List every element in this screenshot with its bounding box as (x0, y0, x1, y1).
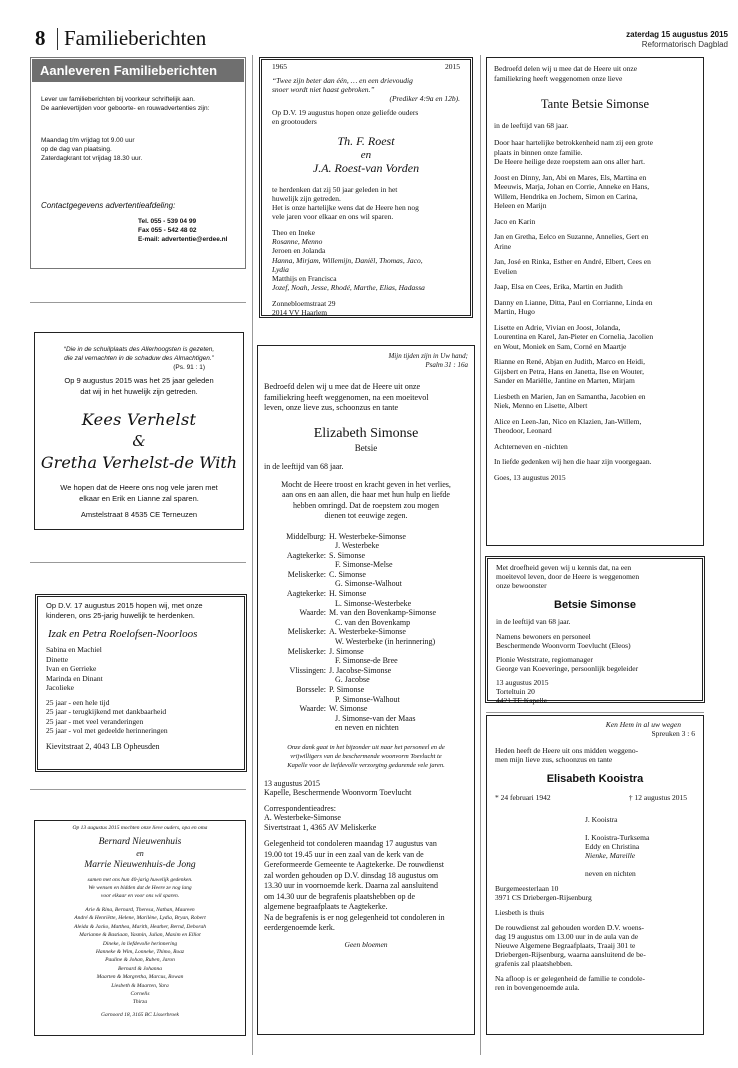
family-line: Jan en Gretha, Eelco en Suzanne, Annelies, Gert en (494, 232, 649, 241)
intro: Op D.V. 17 augustus 2015 hopen wij, met onze (46, 601, 203, 610)
text: vele jaren voor elkaar en ons wil sparen. (272, 212, 394, 221)
intro: leven, onze lieve zus, schoonzus en tante (264, 403, 399, 412)
name-connector: en (136, 849, 144, 858)
family-line: Lourentina en Karel, Jan-Pieter en Cornelia, Jacolien (494, 332, 654, 341)
family-line: André & Henriëtte, Helene, Marilène, Lydia, Bryan, Robert (74, 915, 206, 922)
relative-name: L. Simonse-Westerbeke (335, 598, 412, 608)
correspondence: Correspondentieadres: (264, 803, 336, 813)
relatives-list (264, 532, 468, 733)
child: Jacolieke (46, 683, 74, 692)
relative-name: W. Westerbeke (in herinnering) (335, 637, 436, 647)
family-line: Jozef, Noah, Jesse, Rhodé, Marthe, Elias, Hadassa (272, 283, 425, 293)
relative-row (264, 532, 468, 542)
relative-row (264, 675, 468, 685)
family-line: Hanneke & Wim, Lonneke, Thimo, Roaz (95, 949, 185, 956)
relative-place (264, 656, 329, 666)
family-line: Jaco en Karin (494, 216, 536, 226)
family-group (494, 417, 696, 436)
couple-names: Izak en Petra Roelofsen-Noorloos (48, 628, 198, 640)
contact-label: Contactgegevens advertentieafdeling: (41, 201, 176, 210)
place-date: Kapelle, Beschermende Woonvorm Toevlucht (264, 788, 412, 798)
correspondence: Sivertstraat 1, 4365 AV Meliskerke (264, 822, 377, 832)
relative-row (264, 541, 468, 551)
relative-row (264, 685, 468, 695)
relative-place: Aagtekerke: (286, 550, 326, 560)
relative-row (264, 551, 468, 561)
intro: men mijn lieve zus, schoonzus en tante (495, 755, 613, 764)
family-line: Jan, José en Rinka, Esther en André, Elbert, Cees en (494, 257, 651, 266)
relative-place: Waarde: (299, 704, 326, 714)
family-line: Alice en Leen-Jan, Nico en Klazien, Jan-Willem, (494, 416, 642, 426)
relative-place (264, 637, 329, 647)
relative-row (264, 560, 468, 570)
relative-place (264, 714, 329, 724)
relative-name: A. Westerbeke-Simonse (329, 627, 406, 637)
obituary-toevlucht (485, 556, 705, 703)
relative-place: Middelburg: (286, 531, 326, 541)
funeral-info: Gelegenheid tot condoleren maandag 17 augustus van (264, 839, 437, 849)
relative-place (264, 560, 329, 570)
family-group (494, 257, 696, 276)
family-group (494, 298, 696, 317)
relative-row (264, 695, 468, 705)
family-line: Jaap, Elsa en Cees, Erika, Martin en Judith (494, 282, 623, 291)
funeral-info: Nieuwe Algemene Begraafplaats, Traaij 301 te (495, 941, 636, 950)
anniversary-verhelst (34, 332, 244, 530)
family-line: Liesbeth en Marien, Jan en Samantha, Jacobien en (494, 391, 646, 401)
address: Kievitstraat 2, 4043 LB Opheusden (46, 741, 160, 751)
relative-row (264, 589, 468, 599)
submission-text: Lever uw familieberichten bij voorkeur schriftelijk aan. (41, 96, 195, 103)
home-note: Liesbeth is thuis (495, 908, 545, 917)
intro: Op 13 augustus 2015 mochten onze lieve ouders, opa en oma (72, 825, 208, 831)
couple-name-2: Gretha Verhelst-de With (40, 453, 238, 472)
quote: snoer wordt niet haast gebroken.” (272, 85, 375, 94)
wish: aan ons en aan allen, die haar met hun hulp en liefde (282, 490, 450, 499)
child: Dinette (46, 654, 69, 664)
contact-email[interactable]: E-mail: advertentie@erdee.nl (138, 236, 228, 243)
relative-place (264, 675, 329, 685)
relative-name: J. Simonse-van der Maas (335, 713, 416, 723)
header-date: zaterdag 15 augustus 2015 (626, 30, 728, 39)
intro: Heden heeft de Heere uit ons midden weggeno- (495, 746, 639, 755)
address: 3971 CS Driebergen-Rijsenburg (495, 893, 592, 902)
child: Sabina en Machiel (46, 645, 102, 654)
relative-place: Waarde: (299, 608, 326, 618)
relative-row (264, 704, 468, 714)
age: in de leeftijd van 68 jaar. (496, 617, 571, 626)
family-line: neven en nichten (585, 869, 636, 878)
nickname: Betsie (354, 442, 378, 453)
relative-name: H. Westerbeke-Simonse (329, 531, 406, 541)
family-line: Heleen en Marijn (494, 201, 547, 210)
quote: “Twee zijn beter dan één, … en een drievoudig (272, 76, 413, 85)
submission-title: Aanleveren Familieberichten (32, 59, 244, 82)
family-line: Niek, Menno en Lisette, Albert (494, 401, 588, 410)
family-line: en Wout, Moniek en Sam, Corné en Maartje (494, 341, 627, 351)
section-title: Familieberichten (64, 26, 207, 50)
relative-name: P. Simonse (329, 685, 365, 694)
condolence-info: ren in bovengenoemde aula. (495, 983, 580, 992)
family-line: Goes, 13 augustus 2015 (494, 472, 566, 482)
family-line: J. Kooistra (585, 815, 618, 824)
intro: familiekring heeft weggenomen onze lieve (494, 73, 623, 83)
place-date: 13 augustus 2015 (264, 778, 320, 788)
relative-place: Meliskerke: (287, 569, 326, 579)
family-line: Matthijs en Francisca (272, 274, 337, 284)
deceased-name: Elizabeth Simonse (313, 425, 419, 441)
funeral-info: dag 19 augustus om 13.00 uur in de aula van de (495, 932, 639, 941)
thanks: vrijwilligers van de beschermende woonvorm Toevlucht te (290, 752, 442, 760)
intro: en grootouders (272, 117, 317, 126)
contact-phone: Tel. 055 - 539 04 99 (138, 218, 197, 225)
page-number: 8 (35, 26, 46, 50)
family-line: Arine (494, 241, 512, 251)
intro: Bedroefd delen wij u mee dat de Heere uit onze (264, 382, 421, 391)
relative-place: Vlissingen: (289, 665, 326, 675)
year-line: 25 jaar - met veel veranderingen (46, 716, 144, 726)
deceased-name: Tante Betsie Simonse (540, 97, 650, 111)
family-line: Meeuwis, Marja, Johan en Corrie, Anneke en Hans, (494, 182, 650, 191)
couple-name-1: Kees Verhelst (81, 410, 197, 429)
year-end: 2015 (445, 62, 460, 71)
column-divider (480, 55, 481, 1055)
family-line: Aleida & Jacko, Matthea, Marith, Heather, Bernd, Deborah (74, 923, 206, 930)
relative-row (264, 723, 468, 733)
family-line: Marianne & Bastiaan, Yasmin, Julian, Maxim en Elliot (79, 932, 201, 939)
funeral-info: eerdergenoemde kerk. (264, 923, 335, 933)
family-line: Cornelis (130, 991, 150, 998)
thanks: Onze dank gaat in het bijzonder uit naar het personeel en de (287, 743, 445, 751)
text: te herdenken dat zij 50 jaar geleden in het (272, 185, 398, 194)
obituary-tante-betsie (486, 57, 704, 546)
family-line: Lydia (272, 264, 289, 274)
funeral-info: Gereformeerde Gemeente te Aagtekerke. De rouwdienst (264, 860, 444, 870)
family-line: Maarten & Margretha, Marcus, Rowan (96, 974, 184, 981)
funeral-info: grafenis zal plaatshebben. (495, 959, 573, 968)
funeral-info: De rouwdienst zal gehouden worden D.V. woens- (495, 923, 644, 932)
family-line: Liesbeth & Maarten, Yara (111, 982, 169, 989)
anniversary-roest (259, 57, 473, 318)
contact-fax: Fax 055 - 542 48 02 (138, 227, 197, 234)
submission-text: De aanlevertijden voor geboorte- en rouwadvertenties zijn: (41, 105, 210, 112)
text: plaats in binnen onze familie. (494, 147, 583, 157)
intro: Met droefheid geven wij u kennis dat, na een (496, 563, 632, 572)
age: in de leeftijd van 68 jaar. (494, 121, 569, 130)
family-group (494, 442, 696, 452)
funeral-info: zal worden gehouden op D.V. dinsdag 18 augustus om (264, 870, 439, 880)
funeral-info: 13.30 uur in voornoemde kerk. Daarna zal aansluitend (264, 881, 438, 891)
quote: Ken Hem in al uw wegen (605, 720, 681, 729)
funeral-info: Driebergen-Rijsenburg, waarna aansluitend de be- (495, 950, 646, 959)
submission-time: Zaterdagkrant tot vrijdag 18.30 uur. (41, 155, 143, 162)
relative-place: Aagtekerke: (286, 589, 326, 599)
family-line: Pauline & Johan, Ruben, Jaron (105, 957, 175, 964)
signature: George van Koeveringe, persoonlijk begeleider (496, 664, 639, 673)
family-line: I. Kooistra-Turksema (585, 833, 650, 842)
separator (30, 562, 246, 563)
relative-name: S. Simonse (329, 550, 366, 560)
relative-name: J. Jacobse-Simonse (329, 665, 392, 675)
relative-row (264, 666, 468, 676)
address: Torteltuin 20 (496, 687, 535, 696)
relative-name: P. Simonse-Walhout (335, 694, 400, 704)
relative-row (264, 608, 468, 618)
anniversary-nieuwenhuis (34, 820, 246, 1036)
submission-time: Maandag t/m vrijdag tot 9.00 uur (41, 137, 135, 144)
family-line: Theo en Ineke (272, 228, 315, 237)
ampersand: & (132, 432, 146, 450)
relative-name: F. Simonse-Melse (335, 560, 393, 570)
address: 2014 VV Haarlem (272, 308, 328, 318)
child: Marinda en Dinant (46, 673, 103, 683)
text: Door haar hartelijke betrokkenheid nam zij een grote (494, 138, 653, 147)
relative-place (264, 541, 329, 551)
text: We wensen en bidden dat de Heere ze nog lang (88, 885, 192, 891)
family-line: Achterneven en -nichten (494, 441, 568, 451)
relative-place: Borssele: (296, 685, 326, 694)
obituary-kooistra (486, 715, 704, 1035)
funeral-info: om 14.30 uur de begrafenis plaatshebben op de (264, 891, 416, 901)
family-line: Rianne en René, Abjan en Judith, Marco en Heidi, (494, 357, 646, 366)
family-line: Eddy en Christina (585, 842, 640, 851)
family-group (494, 217, 696, 227)
family-group (494, 323, 696, 352)
obituary-simonse (257, 345, 475, 1035)
quote-ref: (Ps. 91 : 1) (173, 364, 205, 371)
intro: Bedroefd delen wij u mee dat de Heere uit onze (494, 64, 638, 73)
header-paper: Reformatorisch Dagblad (641, 40, 728, 49)
family-line: Arie & Rina, Bernard, Theresa, Nathan, Maureen (85, 907, 195, 913)
deceased-name: Elisabeth Kooistra (546, 773, 644, 785)
family-group (494, 473, 696, 483)
wish: dienen tot eeuwige zegen. (324, 511, 408, 520)
death-date: † 12 augustus 2015 (628, 793, 687, 802)
name-1: Th. F. Roest (337, 134, 395, 148)
wish: elkaar en Erik en Lianne zal sparen. (79, 494, 199, 503)
child: Ivan en Gerrieke (46, 664, 97, 673)
submission-time: op de dag van plaatsing. (41, 146, 112, 153)
relative-name: en neven en nichten (335, 723, 399, 733)
family-group (494, 457, 696, 467)
wish: Mocht de Heere troost en kracht geven in het verlies, (281, 479, 451, 489)
address: Burgemeesterlaan 10 (495, 884, 559, 893)
family-line: Theodoor, Leonard (494, 426, 552, 435)
condolence-info: Na afloop is er gelegenheid de familie te condole- (495, 974, 645, 983)
year-line: 25 jaar - een hele tijd (46, 697, 110, 707)
family-line: Evelien (494, 266, 517, 276)
funeral-info: 19.00 tot 19.45 uur in een zaal van de kerk van de (264, 849, 424, 859)
intro: Op 9 augustus 2015 was het 25 jaar geleden (64, 376, 214, 385)
relative-name: M. van den Bovenkamp-Simonse (329, 608, 437, 618)
family-line: Joost en Dinny, Jan, Abi en Mares, Els, Martina en (494, 172, 647, 182)
quote: “Die in de schuilplaats des Allerhoogsten is gezeten, (63, 346, 215, 353)
relative-name: C. Simonse (329, 569, 366, 579)
name-2: Marrie Nieuwenhuis-de Jong (84, 860, 196, 870)
relative-name: J. Westerbeke (335, 541, 380, 551)
relative-name: F. Simonse-de Bree (335, 656, 398, 666)
family-group (494, 232, 696, 251)
separator (30, 789, 246, 790)
text: voor elkaar en voor ons wil sparen. (100, 893, 180, 899)
column-divider (252, 55, 253, 1055)
family-groups (494, 173, 696, 483)
family-line: Thirza (132, 999, 148, 1006)
header-divider (57, 28, 58, 50)
text: De Heere heilige deze roepstem aan ons aller hart. (494, 157, 645, 166)
family-line: Lisette en Adrie, Vivian en Joost, Jolanda, (494, 322, 621, 332)
family-line: Hanna, Mirjam, Willemijn, Daniël, Thomas, Jaco, (272, 255, 423, 265)
age: in de leeftijd van 68 jaar. (264, 461, 344, 471)
family-line: Jeroen en Jolanda (272, 246, 326, 256)
name-connector: en (360, 149, 372, 161)
relative-place: Meliskerke: (287, 627, 326, 637)
quote: die zal vernachten in de schaduw des Almachtigen.” (64, 355, 214, 362)
family-line: Gijsbert en Petra, Hans en Janetta, Ilse en Wouter, (494, 366, 644, 376)
separator (486, 712, 704, 713)
family-line: Rosanne, Menno (272, 237, 323, 247)
intro: onze bewoonster (496, 581, 547, 590)
relative-place (264, 579, 329, 589)
relative-name: H. Simonse (329, 589, 367, 599)
intro: dat wij in het huwelijk zijn getreden. (80, 387, 198, 396)
family-line: Sander en Mariëlle, Jantine en Marten, Mirjam (494, 376, 635, 385)
text: samen met ons hun 40-jarig huwelijk gedenken. (87, 877, 193, 883)
relative-place (264, 695, 329, 705)
address: 13 augustus 2015 (496, 678, 549, 687)
text: Het is onze hartelijke wens dat de Heere hen nog (272, 203, 419, 212)
family-line: Dineke, in liefdevolle herinnering (102, 940, 178, 947)
relative-row (264, 714, 468, 724)
funeral-info: algemene begraafplaats te Aagtekerke. (264, 902, 388, 912)
relative-place (264, 723, 329, 733)
intro: moeitevol leven, door de Heere is weggenomen (496, 572, 640, 581)
family-line: In liefde gedenken wij hen die haar zijn voorgegaan. (494, 457, 652, 466)
relative-name: W. Simonse (329, 704, 368, 714)
wish: hebben omringd. Dat de roepstem zou mogen (293, 500, 439, 510)
birth-date: * 24 februari 1942 (495, 793, 551, 802)
correspondence: A. Westerbeke-Simonse (264, 813, 341, 823)
address: Zonnebloemstraat 29 (272, 299, 336, 309)
address: Garnoord 18, 3165 BC Lisserbroek (101, 1011, 179, 1018)
text: huwelijk zijn getreden. (272, 194, 341, 203)
relative-name: G. Simonse-Walhout (335, 579, 402, 589)
relative-row (264, 647, 468, 657)
intro: kinderen, ons 25-jarig huwelijk te herdenken. (46, 611, 195, 620)
quote-ref: Spreuken 3 : 6 (651, 729, 695, 738)
year-line: 25 jaar - vol met gedeelde herinneringen (46, 726, 168, 735)
year-line: 25 jaar - terugkijkend met dankbaarheid (46, 707, 167, 716)
relative-place: Meliskerke: (287, 646, 326, 656)
intro: Op D.V. 19 augustus hopen onze geliefde ouders (272, 108, 419, 117)
funeral-info: Na de begrafenis is er nog gelegenheid tot condoleren in (264, 912, 445, 922)
signature: Namens bewoners en personeel (496, 632, 591, 641)
family-group (494, 282, 696, 292)
quote-ref: (Prediker 4:9a en 12b). (389, 94, 460, 103)
no-flowers: Geen bloemen (344, 939, 388, 949)
family-line: Nienke, Mareille (585, 851, 636, 860)
name-2: J.A. Roest-van Vorden (312, 161, 420, 175)
relative-row (264, 579, 468, 589)
separator (30, 302, 246, 303)
signature: Plonie Weststrate, regiomanager (496, 655, 593, 664)
relative-place (264, 599, 329, 609)
family-line: Willem, Hendrika en Jochem, Simon en Carina, (494, 191, 638, 201)
family-line: Danny en Lianne, Ditta, Paul en Corrianne, Linda en (494, 297, 653, 307)
quote: Mijn tijden zijn in Uw hand; (388, 352, 468, 360)
relative-row (264, 627, 468, 637)
signature: Beschermende Woonvorm Toevlucht (Eleos) (496, 641, 631, 650)
anniversary-roelofsen (35, 594, 247, 772)
family-line: Martin, Hugo (494, 307, 535, 316)
relative-row (264, 637, 468, 647)
relative-name: J. Simonse (329, 646, 364, 656)
relative-name: C. van den Bovenkamp (335, 617, 411, 627)
name-1: Bernard Nieuwenhuis (98, 837, 182, 847)
relative-row (264, 618, 468, 628)
relative-name: G. Jacobse (335, 675, 370, 685)
relative-row (264, 570, 468, 580)
wish: We hopen dat de Heere ons nog vele jaren met (60, 483, 218, 492)
quote-ref: Psalm 31 : 16a (425, 361, 468, 369)
address: 4421 TE Kapelle (496, 696, 548, 705)
family-group (494, 173, 696, 211)
relative-place (264, 618, 329, 628)
family-group (494, 357, 696, 386)
relative-row (264, 599, 468, 609)
year-start: 1965 (272, 62, 287, 71)
deceased-name: Betsie Simonse (554, 599, 636, 611)
address: Amstelstraat 8 4535 CE Terneuzen (80, 510, 198, 519)
family-group (494, 392, 696, 411)
submission-info-box (30, 57, 246, 269)
relative-row (264, 656, 468, 666)
intro: familiekring heeft weggenomen, na een moeitevol (264, 392, 429, 402)
family-line: Bernard & Johanna (117, 965, 163, 972)
thanks: Kapelle voor de liefdevolle verzorging gedurende vele jaren. (287, 761, 445, 769)
